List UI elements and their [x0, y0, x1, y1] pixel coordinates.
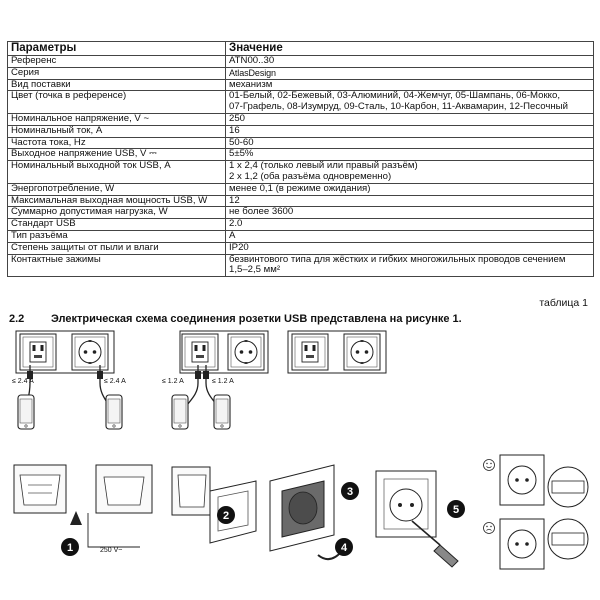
- param-cell: Вид поставки: [8, 79, 226, 91]
- usb-plug-2: [97, 371, 103, 379]
- param-cell: Выходное напряжение USB, V ⎓: [8, 149, 226, 161]
- value-line: 50-60: [229, 137, 254, 148]
- value-line: А: [229, 230, 236, 241]
- value-line: 1 х 2,4 (только левый или правый разъём): [229, 160, 418, 172]
- param-cell: Энергопотребление, W: [8, 183, 226, 195]
- current-label-4: ≤ 1.2 A: [212, 378, 234, 385]
- value-cell: [226, 183, 594, 195]
- current-label-3: ≤ 1.2 A: [162, 378, 184, 385]
- param-cell: Суммарно допустимая нагрузка, W: [8, 207, 226, 219]
- value-cell: [226, 254, 594, 277]
- header-parameters: Параметры: [8, 42, 226, 56]
- value-line: 16: [229, 125, 240, 136]
- phone-icon: [214, 395, 230, 429]
- value-line: 5±5%: [229, 148, 254, 160]
- table-row: [8, 242, 594, 254]
- value-cell: [226, 91, 594, 114]
- value-cell: [226, 230, 594, 242]
- phone-icon: [172, 395, 188, 429]
- table-header-row: [8, 42, 594, 56]
- value-cell: [226, 137, 594, 149]
- table-row: [8, 67, 594, 79]
- phone-icon: [106, 395, 122, 429]
- table-row: [8, 56, 594, 68]
- value-cell: [226, 149, 594, 161]
- table-row: [8, 254, 594, 277]
- usb-plug-3: [195, 371, 201, 379]
- value-line: 2.0: [229, 218, 243, 230]
- value-cell: [226, 207, 594, 219]
- screwdriver-handle: [434, 545, 458, 567]
- arrow-icon: [70, 511, 82, 525]
- frown-icon: [484, 523, 495, 534]
- value-cell: [226, 67, 594, 79]
- param-cell: Референс: [8, 56, 226, 68]
- table-row: [8, 207, 594, 219]
- value-cell: [226, 113, 594, 125]
- param-cell: Цвет (точка в референсе): [8, 91, 226, 114]
- value-cell: [226, 125, 594, 137]
- param-cell: Серия: [8, 67, 226, 79]
- current-label-1: ≤ 2.4 A: [12, 378, 34, 385]
- value-line: 250: [229, 113, 246, 124]
- spec-table: [7, 41, 594, 277]
- param-cell: Степень защиты от пыли и влаги: [8, 242, 226, 254]
- smile-icon: [484, 460, 495, 471]
- table-row: [8, 137, 594, 149]
- value-line: 07-Графель, 08-Изумруд, 09-Сталь, 10-Карбон, 11-Аквамарин, 12-Песочный: [229, 101, 568, 113]
- socket-frame-1: [16, 331, 114, 373]
- section-number: 2.2: [9, 313, 25, 325]
- step-badge-2: [217, 506, 235, 524]
- value-line: 12: [229, 195, 240, 206]
- svg-text:4: 4: [340, 542, 348, 554]
- value-cell: [226, 242, 594, 254]
- param-cell: Контактные зажимы: [8, 254, 226, 277]
- table-row: [8, 91, 594, 114]
- svg-text:3: 3: [346, 486, 354, 498]
- install-step-3-4: [270, 465, 342, 559]
- figure-2-installation: [14, 455, 588, 569]
- magnifier-bad: [548, 519, 588, 559]
- install-step-1: [14, 465, 152, 554]
- figure-1-usb-diagram: [12, 331, 386, 429]
- step-badge-4: [335, 538, 353, 556]
- value-cell: [226, 219, 594, 231]
- install-step-2: [172, 467, 256, 543]
- usb-plug-4: [203, 371, 209, 379]
- voltage-label: 250 V~: [100, 547, 123, 554]
- header-value: Значение: [226, 42, 594, 56]
- install-step-5: [376, 471, 458, 567]
- socket-frame-2: [288, 331, 386, 373]
- value-line: безвинтового типа для жёстких и гибких многожильных проводов сечением: [229, 254, 566, 265]
- install-check: [484, 455, 589, 569]
- table-row: [8, 149, 594, 161]
- param-cell: Частота тока, Hz: [8, 137, 226, 149]
- table-row: [8, 219, 594, 231]
- param-cell: Стандарт USB: [8, 219, 226, 231]
- magnifier-ok: [548, 467, 588, 507]
- table-row: [8, 230, 594, 242]
- section-title: Электрическая схема соединения розетки USB представлена на рисунке 1.: [51, 313, 462, 325]
- param-cell: Номинальное напряжение, V ~: [8, 113, 226, 125]
- value-cell: [226, 161, 594, 184]
- table-row: [8, 161, 594, 184]
- value-line: AtlasDesign: [229, 67, 276, 78]
- value-line: ATN00..30: [229, 55, 275, 66]
- value-cell: [226, 79, 594, 91]
- value-line: 1,5–2,5 мм²: [229, 264, 281, 276]
- value-line: IP20: [229, 242, 249, 253]
- table-row: [8, 113, 594, 125]
- table-row: [8, 125, 594, 137]
- value-line: 2 х 1,2 (оба разъёма одновременно): [229, 170, 392, 182]
- svg-text:5: 5: [452, 504, 460, 516]
- value-line: механизм: [229, 79, 273, 90]
- current-label-2: ≤ 2.4 A: [104, 378, 126, 385]
- value-cell: [226, 195, 594, 207]
- phone-icon: [18, 395, 34, 429]
- value-line: 01-Белый, 02-Бежевый, 03-Алюминий, 04-Жемчуг, 05-Шампань, 06-Мокко,: [229, 90, 560, 102]
- param-cell: Максимальная выходная мощность USB, W: [8, 195, 226, 207]
- svg-text:2: 2: [222, 510, 230, 522]
- param-cell: Тип разъёма: [8, 230, 226, 242]
- table-row: [8, 195, 594, 207]
- value-cell: [226, 56, 594, 68]
- value-line: не более 3600: [229, 206, 294, 218]
- table-row: [8, 183, 594, 195]
- socket-frame-3: [180, 331, 268, 373]
- figures: [0, 325, 600, 600]
- param-cell: Номинальный ток, А: [8, 125, 226, 137]
- table-caption: таблица 1: [539, 297, 588, 309]
- param-cell: Номинальный выходной ток USB, А: [8, 161, 226, 184]
- table-row: [8, 79, 594, 91]
- step-badge-1: [61, 538, 79, 556]
- step-badge-5: [447, 500, 465, 518]
- svg-text:1: 1: [66, 542, 74, 554]
- value-line: менее 0,1 (в режиме ожидания): [229, 183, 371, 194]
- step-badge-3: [341, 482, 359, 500]
- section-heading: [9, 313, 462, 325]
